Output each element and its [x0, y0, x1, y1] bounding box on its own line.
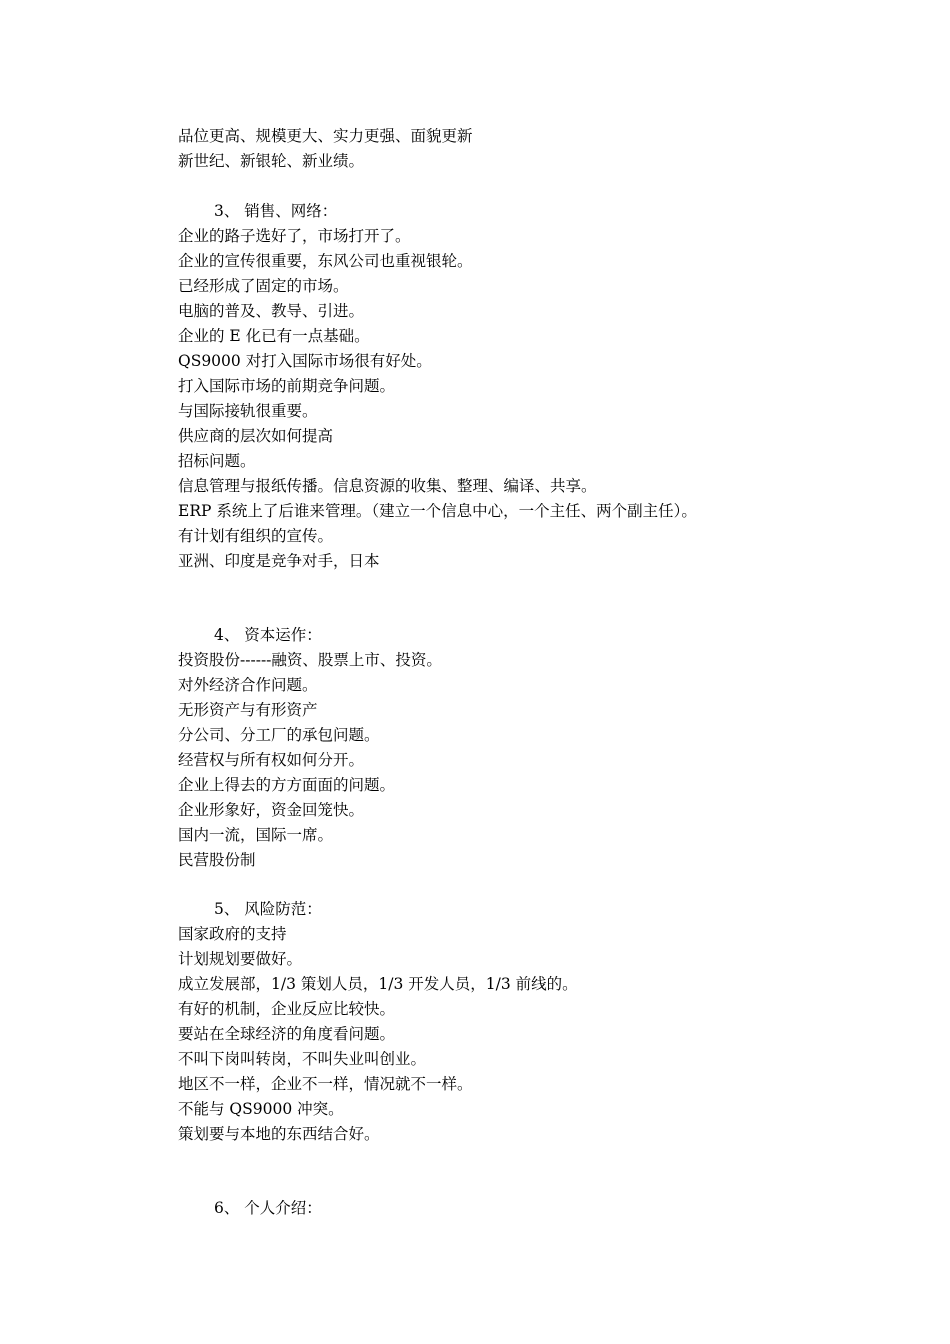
section3-line: QS9000 对打入国际市场很有好处。 [178, 352, 432, 370]
intro-line: 品位更高、规模更大、实力更强、面貌更新 [178, 127, 473, 145]
section3-line: 打入国际市场的前期竞争问题。 [178, 377, 396, 395]
intro-line: 新世纪、新银轮、新业绩。 [178, 152, 365, 170]
section3-line: 招标问题。 [178, 452, 256, 470]
section3-line: 已经形成了固定的市场。 [178, 277, 349, 295]
section3-line: 企业的路子选好了，市场打开了。 [178, 227, 411, 245]
section3-line: 企业的宣传很重要，东风公司也重视银轮。 [178, 252, 473, 270]
section-heading-capital-operation: 4、 资本运作： [214, 626, 322, 644]
section-heading-risk-prevention: 5、 风险防范： [214, 900, 322, 918]
section3-line: 有计划有组织的宣传。 [178, 527, 334, 545]
section4-line: 国内一流，国际一席。 [178, 826, 334, 844]
section4-line: 企业上得去的方方面面的问题。 [178, 776, 396, 794]
section5-line: 要站在全球经济的角度看问题。 [178, 1025, 396, 1043]
section3-line: 亚洲、印度是竞争对手，日本 [178, 552, 380, 570]
section3-line: ERP 系统上了后谁来管理。（建立一个信息中心，一个主任、两个副主任）。 [178, 502, 697, 520]
section4-line: 企业形象好，资金回笼快。 [178, 801, 365, 819]
section4-line: 分公司、分工厂的承包问题。 [178, 726, 380, 744]
section5-line: 地区不一样，企业不一样，情况就不一样。 [178, 1075, 473, 1093]
section5-line: 不能与 QS9000 冲突。 [178, 1100, 344, 1118]
section5-line: 有好的机制，企业反应比较快。 [178, 1000, 396, 1018]
section3-line: 供应商的层次如何提高 [178, 427, 334, 445]
section5-line: 国家政府的支持 [178, 925, 287, 943]
section4-line: 投资股份------融资、股票上市、投资。 [178, 651, 442, 669]
section-heading-personal-intro: 6、 个人介绍： [214, 1199, 322, 1217]
section5-line: 计划规划要做好。 [178, 950, 303, 968]
section4-line: 民营股份制 [178, 851, 256, 869]
section5-line: 不叫下岗叫转岗，不叫失业叫创业。 [178, 1050, 427, 1068]
section5-line: 策划要与本地的东西结合好。 [178, 1125, 380, 1143]
section4-line: 对外经济合作问题。 [178, 676, 318, 694]
section3-line: 企业的 E 化已有一点基础。 [178, 327, 370, 345]
section4-line: 无形资产与有形资产 [178, 701, 318, 719]
section3-line: 与国际接轨很重要。 [178, 402, 318, 420]
section3-line: 信息管理与报纸传播。信息资源的收集、整理、编译、共享。 [178, 477, 597, 495]
section-heading-sales-network: 3、 销售、网络： [214, 202, 338, 220]
section3-line: 电脑的普及、教导、引进。 [178, 302, 365, 320]
section4-line: 经营权与所有权如何分开。 [178, 751, 365, 769]
section5-line: 成立发展部，1/3 策划人员，1/3 开发人员，1/3 前线的。 [178, 975, 578, 993]
